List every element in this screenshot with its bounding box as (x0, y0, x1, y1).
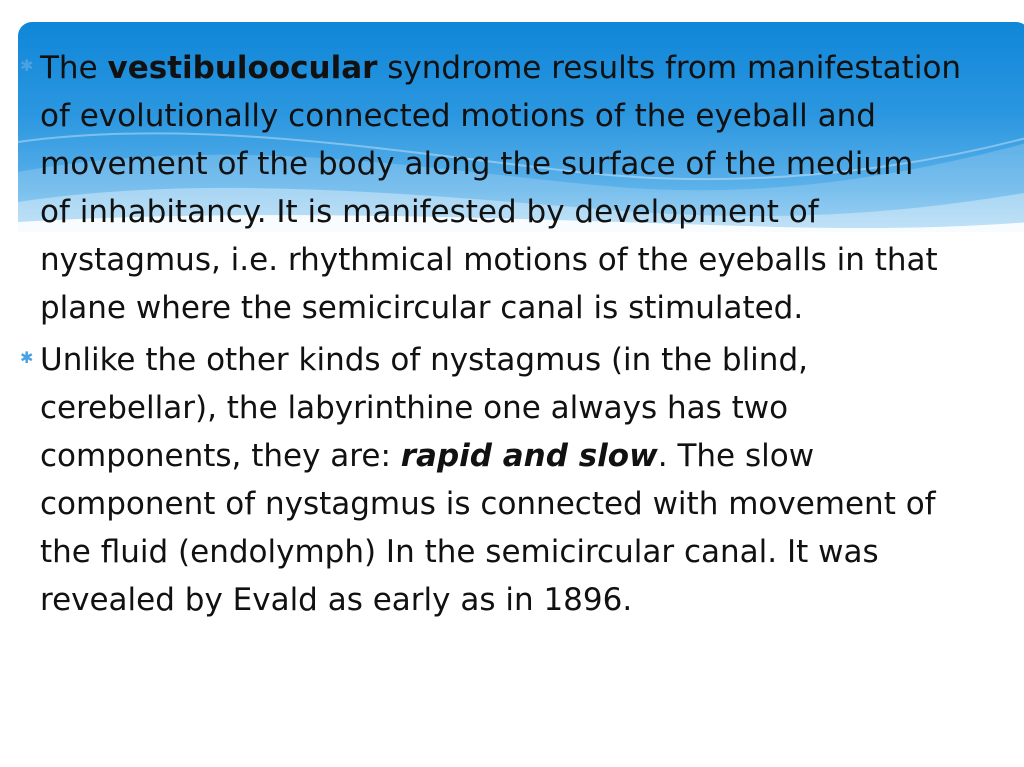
text-line (40, 188, 1020, 236)
emphasized-text: vestibuloocular (107, 50, 378, 86)
text-run: movement of the body along the surface of the medium (40, 146, 914, 182)
text-run: cerebellar), the labyrinthine one always has two (40, 390, 789, 426)
text-run: nystagmus, i.e. rhythmical motions of the eyeballs in that (40, 242, 938, 278)
text-line (40, 528, 1020, 576)
text-line (40, 236, 1020, 284)
text-line (40, 140, 1020, 188)
text-line (40, 384, 1020, 432)
bullet-paragraph (20, 44, 1020, 332)
asterisk-bullet-icon: ✱ (20, 56, 34, 75)
text-run: . The slow (657, 438, 815, 474)
text-run: of evolutionally connected motions of the eyeball and (40, 98, 876, 134)
text-run: components, they are: (40, 438, 401, 474)
text-line (40, 576, 1020, 624)
text-line (40, 284, 1020, 332)
text-line (40, 92, 1020, 140)
asterisk-bullet-icon: ✱ (20, 348, 34, 367)
text-line (40, 480, 1020, 528)
text-run: component of nystagmus is connected with movement of (40, 486, 936, 522)
bullet-paragraph (20, 336, 1020, 624)
text-run: The (40, 50, 108, 86)
text-run: plane where the semicircular canal is stimulated. (40, 290, 804, 326)
text-run: syndrome results from manifestation (377, 50, 962, 86)
text-line (40, 44, 1020, 92)
text-line (40, 432, 1020, 480)
text-line (40, 336, 1020, 384)
text-run: the fluid (endolymph) In the semicircular canal. It was (40, 534, 879, 570)
text-run: of inhabitancy. It is manifested by development of (40, 194, 819, 230)
text-run: Unlike the other kinds of nystagmus (in the blind, (40, 342, 808, 378)
emphasized-text: rapid and slow (400, 438, 658, 474)
text-run: revealed by Evald as early as in 1896. (40, 582, 633, 618)
slide-body (20, 44, 1020, 624)
